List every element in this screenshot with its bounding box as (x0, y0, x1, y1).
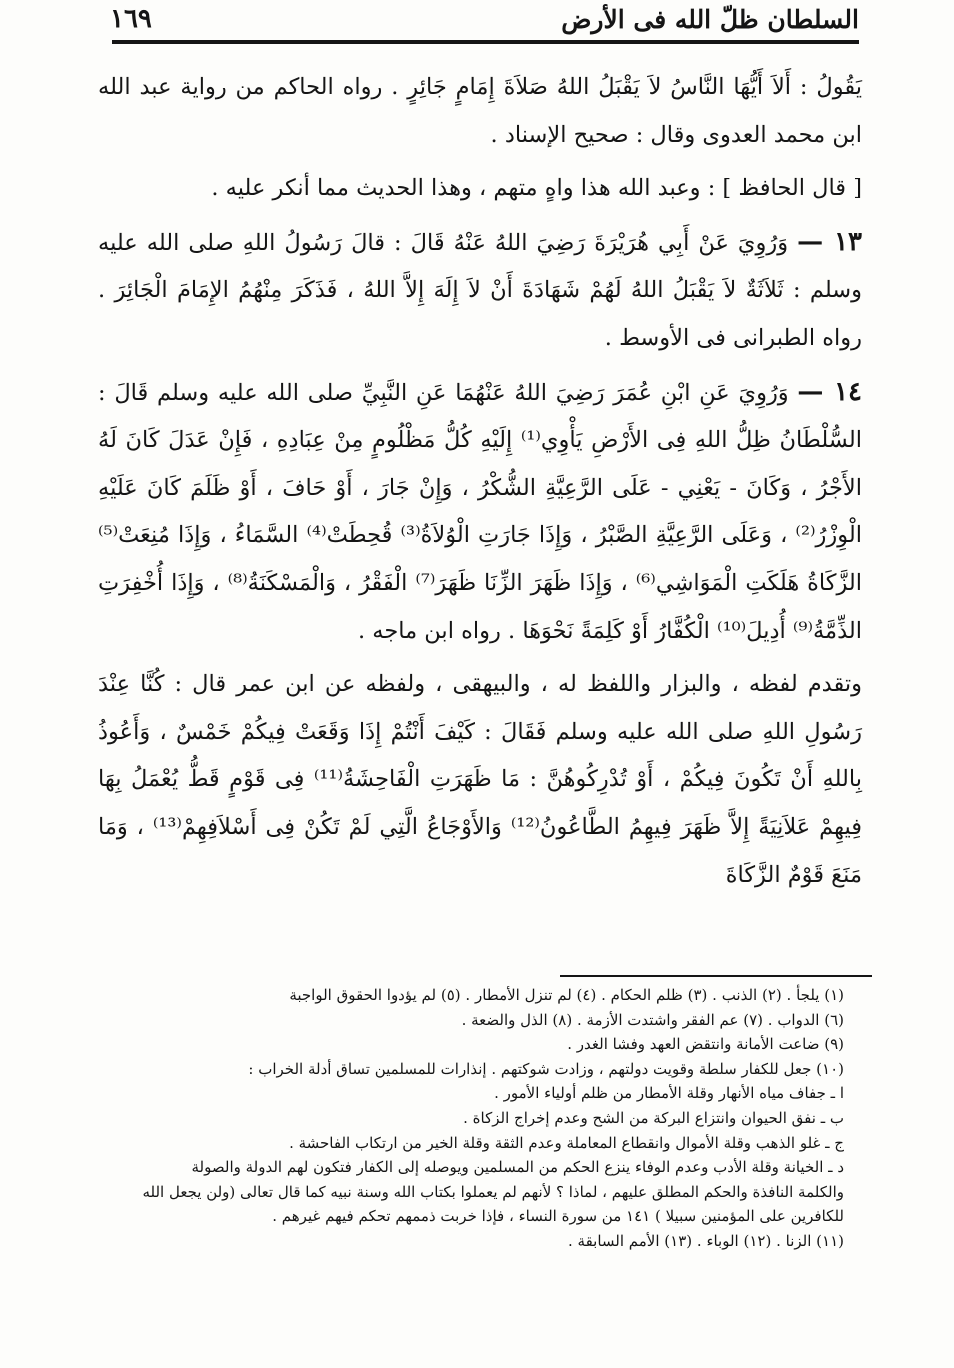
page-header (110, 0, 859, 38)
footnote-line: (١) يلجأ . (٢) الذنب . (٣) ظلم الحكام . (٤) لم تنزل الأمطار . (٥) لم يؤدوا الحقوق الواجبة (289, 986, 844, 1004)
text-line: صلى الله عليه وسلم فَقَالَ : كَيْفَ أَنْتُمْ إِذَا وَقَعَتْ فِيكُمْ خَمْسٌ ، وَأَعُوذُ بِاللهِ أَنْ تَكُونَ (98, 718, 863, 793)
footnote-rule (560, 975, 872, 977)
main-text (98, 64, 862, 905)
text-line: الأَجْرُ ، وَكَانَ - يَعْنِي - عَلَى الرَّعِيَّةِ الشُّكْرُ ، وَإِنْ جَارَ ، أَوْ حَافَ ، أَوْ ظَلَمَ كَانَ عَلَيْهِ (98, 474, 862, 501)
footnote-line: (٩) ضاعت الأمانة وانتقض العهد وفشا الغدر . (567, 1035, 844, 1054)
footnote-line: للكافرين على المؤمنين سبيلا ) ١٤١ من سورة النساء ، فإذا خربت ذممهم تحكم فيهم غيرهم . (272, 1207, 844, 1226)
footnote-line: والكلمة النافذة والحكم المطلق عليهم ، لماذا ؟ لأنهم لم يعملوا بكتاب الله وسنة نبيه كما قال تعالى (ولن يجعل الله (142, 1182, 844, 1201)
text-line: يَقُولُ : أَلاَ أَيُّهَا النَّاسُ لاَ يَقْبَلُ اللهُ صَلاَةَ إِمَامٍ جَائِرٍ . رواه الحاكم من رواية عبد الله (98, 74, 862, 100)
footnote-line: (١١) الزنا . (١٢) الوباء . (١٣) الأمم السابقة . (567, 1231, 844, 1250)
running-title: السلطان ظلّ الله فى الأرض (561, 4, 859, 34)
footnote-line: (٦) الدواب . (٧) عم الفقر واشتدت الأزمة . (٨) الذل والضعة . (461, 1010, 844, 1029)
footnotes (100, 983, 844, 1254)
text-line: عليه وسلم : ثَلاَثَةٌ لاَ يَقْبَلُ اللهُ لَهُمْ شَهَادَةَ أَنْ لاَ إِلَهَ إِلاَّ اللهُ ، فَذَكَرَ مِنْهُمُ الإِمَامَ (98, 229, 863, 304)
paragraph (98, 369, 862, 656)
text-line: [ قال الحافظ ] : وعبد الله هذا واهٍ متهم ، وهذا الحديث مما أنكر عليه . (211, 175, 862, 202)
footnote-line: ج ـ غلو الذهب وقلة الأموال وانقطاع المعاملة وعدم الثقة وقلة الخير من ارتكاب الفاحشة . (289, 1133, 844, 1152)
header-rule (112, 40, 859, 44)
footnote-line: د ـ الخيانة وقلة الأدب وعدم الوفاء ينزع الحكم من المسلمين ويوصله إلى الكفار فتكون لهم الدولة والصولة (191, 1158, 844, 1177)
text-line: فِيكُمْ ، أَوْ تُدْرِكُوهُنَّ : مَا ظَهَرَتِ الْفَاحِشَةُ⁽¹¹⁾ فِى قَوْمٍ قَطُّ يُعْمَلُ بِهَا فِيهِمْ عَلاَنِيَةً إِلاَّ (98, 766, 863, 840)
hadith-number: ١٤ — (797, 376, 862, 407)
text-line: ظَهَرَ فِيهِمُ الطَّاعُونُ⁽¹²⁾ وَالأَوْجَاعُ الَّتِي لَمْ تَكُنْ فِى أَسْلاَفِهِمْ⁽¹³⁾ ، وَمَا مَنَعَ قَوْمٌ الزَّكَاةَ (98, 813, 862, 888)
footnote-line: ا ـ جفاف مياه الأنهار وقلة الأمطار من ظلم أولياء الأمور . (494, 1084, 844, 1103)
text-line: وَإِذَا أُخْفِرَتِ الذِّمَّةُ⁽⁹⁾ أُدِيلَ⁽¹⁰⁾ الْكُفَّارُ أَوْ كَلِمَةً نَحْوَهَا . رواه ابن ماجه . (98, 569, 862, 644)
paragraph (98, 165, 862, 213)
paragraph (98, 661, 862, 899)
paragraph (98, 64, 862, 159)
text-line: وَرُوِيَ عَنِ ابْنِ عُمَرَ رَضِيَ اللهُ عَنْهُمَا عَنِ النَّبِيِّ صلى الله عليه وسلم قَالَ : (98, 379, 789, 406)
footnote-line: (١٠) جعل للكفار سلطة وقويت دولتهم ، وزادت شوكتهم . إنذارات للمسلمين تساق أدلة الخراب : (248, 1059, 844, 1078)
footnote-line: ب ـ نفق الحيوان وانتزاع البركة من الشح وعدم إخراج الزكاة . (463, 1108, 844, 1127)
text-line: الْوِزْرُ⁽²⁾ ، وَعَلَى الرَّعِيَّةِ الصَّبْرُ ، وَإِذَا جَارَتِ الْوُلاَةُ⁽³⁾ قُحِطَتْ⁽⁴⁾ السَّمَاءُ ، وَإِذَا (177, 522, 862, 549)
text-line: وَرُوِيَ عَنْ أَبِي هُرَيْرَةَ رَضِيَ اللهُ عَنْهُ قَالَ : قالَ رَسُولُ اللهِ صلى الله (146, 229, 789, 256)
paragraph (98, 219, 862, 363)
text-line: السُّلْطَانُ ظِلُّ اللهِ فِى الأَرْضِ يَأْوِي⁽¹⁾ إِلَيْهِ كُلُّ مَظْلُومٍ مِنْ عِبَادِهِ ، فَإِنْ عَدَلَ كَانَ لَهُ (98, 427, 862, 454)
text-line: الْجَائِرَ . رواه الطبرانى فى الأوسط . (98, 277, 862, 351)
text-line: ابن محمد العدوى وقال : صحيح الإسناد . (490, 121, 862, 148)
hadith-number: ١٣ — (797, 226, 863, 257)
page-number: ١٦٩ (110, 4, 152, 34)
text-line: مُنِعَتْ⁽⁵⁾ الزَّكَاةُ هَلَكَتِ الْمَوَاشِي⁽⁶⁾ ، وَإِذَا ظَهَرَ الزِّنَا ظَهَرَ⁽⁷⁾ الْفَقْرُ ، وَالْمَسْكَنَةُ⁽⁸⁾ ، (98, 522, 862, 596)
text-line: وتقدم لفظه ، والبزار واللفظ له ، والبيهقى ، ولفظه عن ابن عمر قال : كُنَّا عِنْدَ رَسُولِ اللهِ (98, 671, 862, 745)
